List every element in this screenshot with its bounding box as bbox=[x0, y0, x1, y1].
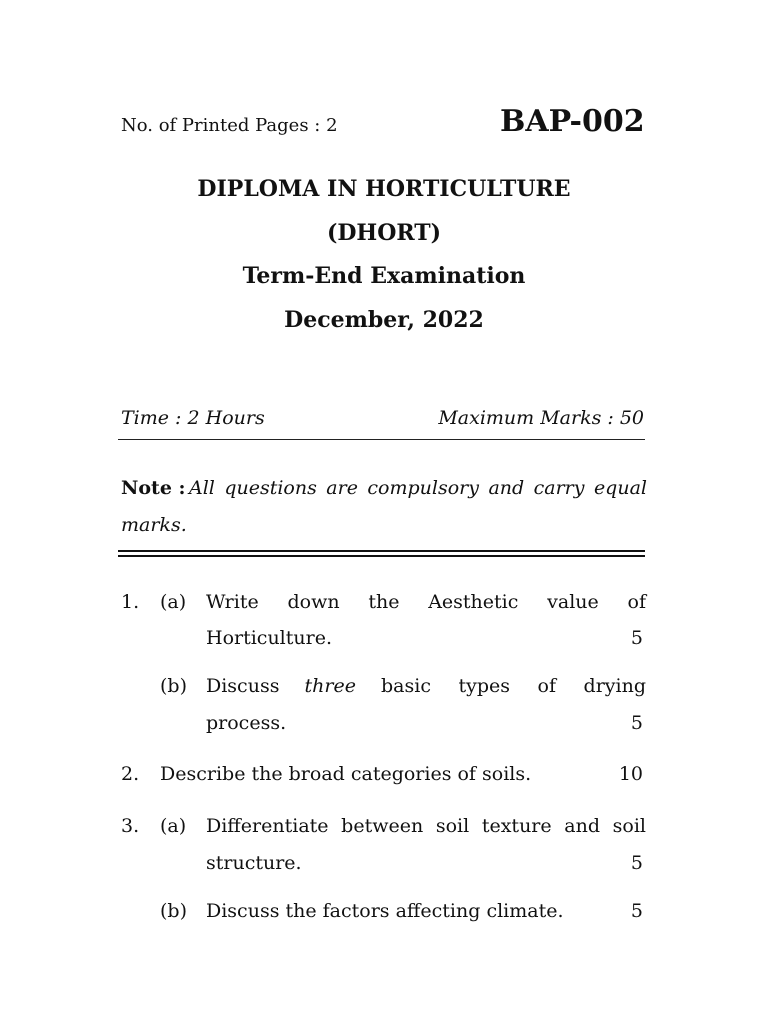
sub-question-label: (a) bbox=[160, 591, 187, 613]
sub-question-label: (b) bbox=[160, 900, 187, 922]
question-marks: 5 bbox=[630, 712, 643, 734]
divider-line bbox=[118, 439, 645, 440]
question-marks: 10 bbox=[618, 763, 643, 785]
question-number: 2. bbox=[121, 763, 140, 785]
question-emphasis: three bbox=[304, 675, 356, 697]
question-text: Differentiate between soil texture and soil bbox=[206, 815, 646, 837]
question-marks: 5 bbox=[630, 627, 643, 649]
question-marks: 5 bbox=[630, 900, 643, 922]
question-marks: 5 bbox=[630, 852, 643, 874]
exam-date: December, 2022 bbox=[284, 307, 484, 333]
maximum-marks: Maximum Marks : 50 bbox=[438, 407, 644, 429]
exam-type: Term-End Examination bbox=[242, 263, 526, 289]
question-number: 1. bbox=[121, 591, 140, 613]
double-divider bbox=[118, 550, 645, 557]
sub-question-label: (a) bbox=[160, 815, 187, 837]
note bbox=[121, 470, 647, 544]
paper-code: BAP-002 bbox=[500, 104, 645, 139]
exam-time: Time : 2 Hours bbox=[121, 407, 265, 429]
course-code: (DHORT) bbox=[326, 220, 442, 246]
question-text: Horticulture. bbox=[206, 627, 332, 649]
course-title: DIPLOMA IN HORTICULTURE bbox=[197, 176, 571, 202]
sub-question-label: (b) bbox=[160, 675, 187, 697]
question-text: structure. bbox=[206, 852, 302, 874]
note-label: Note : bbox=[121, 477, 186, 499]
note-text: All questions are compulsory and carry equal marks. bbox=[121, 477, 647, 536]
question-text: Describe the broad categories of soils. bbox=[160, 763, 532, 785]
question-text-part: Discuss bbox=[206, 675, 280, 697]
question-text: Discuss the factors affecting climate. bbox=[206, 900, 564, 922]
question-text bbox=[206, 675, 646, 697]
question-text: Write down the Aesthetic value of bbox=[206, 591, 646, 613]
question-text: process. bbox=[206, 712, 287, 734]
question-number: 3. bbox=[121, 815, 140, 837]
question-text-part: basic types of drying bbox=[381, 675, 646, 697]
printed-pages: No. of Printed Pages : 2 bbox=[121, 115, 338, 136]
